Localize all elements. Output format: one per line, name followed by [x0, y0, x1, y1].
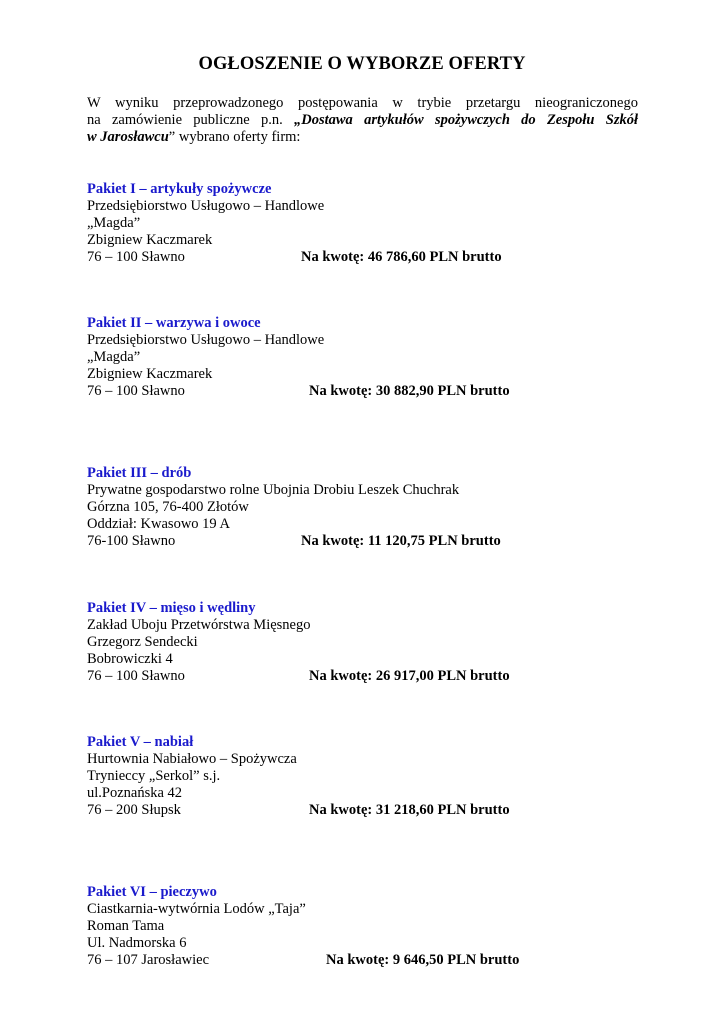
company-line: Górzna 105, 76-400 Złotów — [87, 499, 249, 515]
city-amount-row — [87, 952, 647, 969]
package-amount: Na kwotę: 26 917,00 PLN brutto — [309, 668, 510, 684]
company-line: „Magda” — [87, 349, 141, 365]
city-amount-row — [87, 668, 647, 685]
package-6 — [87, 884, 647, 969]
package-amount: Na kwotę: 31 218,60 PLN brutto — [309, 802, 510, 818]
package-1 — [87, 181, 647, 266]
intro-line-3-suffix: ” wybrano oferty firm: — [168, 129, 301, 145]
company-line: Prywatne gospodarstwo rolne Ubojnia Drobiu Leszek Chuchrak — [87, 482, 460, 498]
company-line: Ul. Nadmorska 6 — [87, 935, 187, 951]
package-amount: Na kwotę: 46 786,60 PLN brutto — [301, 249, 502, 265]
intro-paragraph — [87, 95, 638, 146]
package-4 — [87, 600, 647, 685]
city-amount-row — [87, 533, 647, 550]
company-line: Zbigniew Kaczmarek — [87, 366, 213, 382]
city-amount-row — [87, 383, 647, 400]
company-line: Trynieccy „Serkol” s.j. — [87, 768, 221, 784]
company-line: Bobrowiczki 4 — [87, 651, 173, 667]
company-line: Ciastkarnia-wytwórnia Lodów „Taja” — [87, 901, 306, 917]
company-city: 76 – 107 Jarosławiec — [87, 952, 210, 968]
package-amount: Na kwotę: 11 120,75 PLN brutto — [301, 533, 501, 549]
package-title: Pakiet IV – mięso i wędliny — [87, 600, 256, 616]
city-amount-row — [87, 802, 647, 819]
package-amount: Na kwotę: 30 882,90 PLN brutto — [309, 383, 510, 399]
package-title: Pakiet III – drób — [87, 465, 192, 481]
city-amount-row — [87, 249, 647, 266]
company-line: Zakład Uboju Przetwórstwa Mięsnego — [87, 617, 311, 633]
intro-line-2-prefix: na zamówienie publiczne p.n. — [87, 112, 283, 128]
company-line: Oddział: Kwasowo 19 A — [87, 516, 230, 532]
company-line: Roman Tama — [87, 918, 165, 934]
company-line: Przedsiębiorstwo Usługowo – Handlowe — [87, 332, 325, 348]
company-line: „Magda” — [87, 215, 141, 231]
package-3 — [87, 465, 647, 550]
company-line: Hurtownia Nabiałowo – Spożywcza — [87, 751, 297, 767]
package-5 — [87, 734, 647, 819]
intro-line-1: W wyniku przeprowadzonego postępowania w trybie przetargu nieograniczonego — [87, 95, 638, 111]
package-amount: Na kwotę: 9 646,50 PLN brutto — [326, 952, 520, 968]
company-city: 76 – 100 Sławno — [87, 668, 185, 684]
company-line: Grzegorz Sendecki — [87, 634, 198, 650]
company-city: 76-100 Sławno — [87, 533, 176, 549]
company-city: 76 – 200 Słupsk — [87, 802, 181, 818]
company-line: ul.Poznańska 42 — [87, 785, 183, 801]
company-city: 76 – 100 Sławno — [87, 383, 185, 399]
page-title: OGŁOSZENIE O WYBORZE OFERTY — [198, 54, 526, 74]
company-city: 76 – 100 Sławno — [87, 249, 185, 265]
package-2 — [87, 315, 647, 400]
package-title: Pakiet II – warzywa i owoce — [87, 315, 261, 331]
company-line: Przedsiębiorstwo Usługowo – Handlowe — [87, 198, 325, 214]
intro-line-2-title: „Dostawa artykułów spożywczych do Zespołu Szkół — [293, 112, 638, 128]
package-title: Pakiet I – artykuły spożywcze — [87, 181, 272, 197]
intro-line-3 — [87, 129, 638, 146]
company-line: Zbigniew Kaczmarek — [87, 232, 213, 248]
intro-line-3-title: w Jarosławcu — [87, 129, 169, 145]
package-title: Pakiet V – nabiał — [87, 734, 194, 750]
package-title: Pakiet VI – pieczywo — [87, 884, 217, 900]
intro-line-2 — [87, 112, 638, 129]
